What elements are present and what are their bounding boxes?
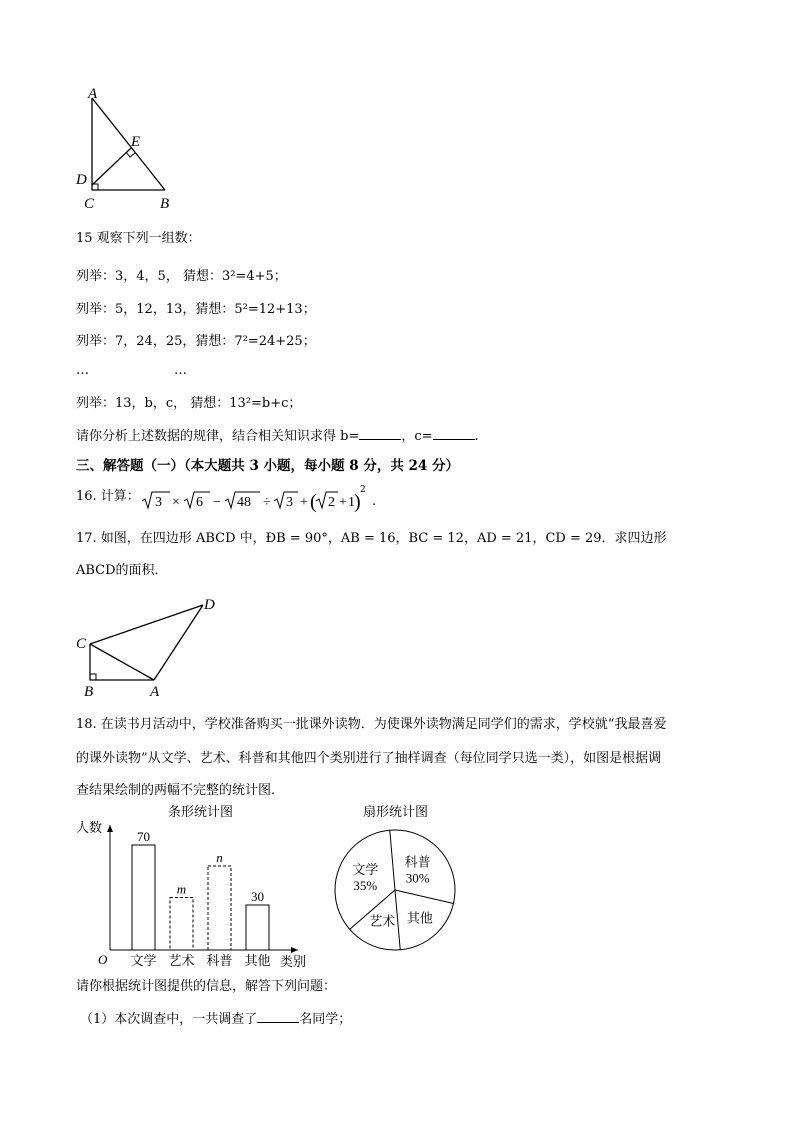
pie-slice-艺术: [395, 890, 400, 950]
y-axis-arrow: [107, 825, 113, 832]
pie-slice-其他: [395, 890, 453, 903]
bar-value-label: n: [216, 850, 223, 865]
q17-line-1: 17. 如图，在四边形 ABCD 中，ÐB = 90°，AB = 16，BC = 12，AD = 21，CD = 29．求四边形: [76, 531, 667, 546]
q18-line-1: 18. 在读书月活动中，学校准备购买一批课外读物．为使课外读物满足同学们的需求，学校就“我最喜爱: [76, 717, 667, 732]
pie-slice-科普: [390, 830, 395, 890]
q16-num-3a: 3: [155, 495, 162, 510]
bar-category-label: 科普: [206, 953, 233, 968]
q16-suffix: .: [372, 494, 377, 509]
q16-prefix: 16. 计算：: [76, 489, 140, 504]
q15-intro: 15 观察下列一组数：: [76, 231, 201, 246]
q16-times: ×: [172, 495, 180, 510]
q18-after-chart: 请你根据统计图提供的信息，解答下列问题：: [76, 979, 337, 994]
q16-plus: +: [300, 495, 308, 510]
pie-label: 艺术: [369, 913, 396, 929]
q16-plus2: +: [339, 495, 347, 510]
bar-category-label: 其他: [244, 953, 271, 968]
label-D: D: [204, 597, 215, 613]
bar-文学: [132, 845, 155, 950]
pie-chart: [325, 800, 470, 960]
bar-chart-ylabel: 人数: [76, 820, 103, 835]
answer-blank-b[interactable]: [359, 427, 401, 440]
q16-num-2: 2: [328, 495, 335, 510]
q18-line-3: 查结果绘制的两幅不完整的统计图．: [76, 783, 285, 798]
label-C: C: [76, 636, 87, 652]
label-E: E: [131, 134, 141, 150]
label-A: A: [88, 86, 98, 102]
q15-question-end: .: [474, 429, 479, 444]
label-D: D: [76, 172, 87, 188]
answer-blank-total[interactable]: [257, 1010, 299, 1023]
answer-blank-c[interactable]: [433, 427, 475, 440]
q16-num-48: 48: [237, 495, 251, 510]
label-C: C: [84, 196, 95, 212]
q17-line-2: ABCD的面积．: [76, 563, 168, 578]
q16-num-6: 6: [196, 495, 203, 510]
q15-row-1: 列举：3，4，5， 猜想：3²=4+5；: [76, 269, 287, 284]
quadrilateral-figure: [70, 592, 230, 702]
pie-percent-label: 30%: [405, 870, 430, 886]
q15-row-3: 列举：7，24，25，猜想：7²=24+25；: [76, 334, 316, 349]
bar-value-label: 70: [137, 829, 150, 844]
q16-exponent: 2: [360, 485, 366, 495]
label-B: B: [160, 196, 170, 212]
bar-科普: [208, 866, 231, 950]
q16-lparen: (: [310, 491, 317, 513]
q18-sub1-prefix: （1）本次调查中，一共调查了: [80, 1012, 258, 1027]
q16-minus: −: [213, 495, 221, 510]
pie-label: 科普: [404, 854, 431, 870]
bar-category-label: 文学: [130, 953, 157, 968]
q16-expression: [140, 484, 360, 514]
pie-chart-title: 扇形统计图: [363, 804, 429, 819]
q15-last-row: 列举：13，b，c， 猜想：13²=b+c；: [76, 396, 302, 411]
q18-sub1-suffix: 名同学；: [299, 1012, 352, 1027]
bar-chart-title: 条形统计图: [168, 804, 234, 819]
q15-row-2: 列举：5，12，13，猜想：5²=12+13；: [76, 302, 316, 317]
label-A: A: [150, 684, 160, 700]
q18-sub1: [80, 1010, 351, 1029]
q15-question-mid: ，c=: [401, 429, 433, 444]
q15-ellipsis-left: …: [76, 363, 89, 378]
pie-label: 文学: [352, 862, 379, 878]
pie-percent-label: 35%: [353, 878, 378, 894]
pie-label: 其他: [406, 910, 433, 926]
bar-value-label: m: [176, 881, 187, 897]
bar-chart-xlabel: 类别: [280, 954, 307, 969]
q15-ellipsis-right: …: [174, 363, 187, 378]
bar-category-label: 艺术: [168, 953, 195, 968]
q16-num-1: 1: [348, 495, 355, 510]
q16-num-3b: 3: [286, 495, 293, 510]
q18-line-2: 的课外读物”从文学、艺术、科普和其他四个类别进行了抽样调查（每位同学只选一类），如图是根据调: [76, 751, 662, 766]
bar-其他: [246, 905, 269, 950]
x-axis-arrow: [291, 947, 298, 953]
bar-chart-origin: O: [98, 952, 108, 967]
triangle-figure: [70, 82, 180, 212]
q15-question: [76, 427, 479, 446]
q16-rparen: ): [354, 491, 361, 513]
q16-div: ÷: [263, 495, 271, 510]
section-3-title: 三、解答题（一）（本大题共 3 小题，每小题 8 分，共 24 分）: [76, 458, 460, 474]
bar-value-label: 30: [251, 889, 264, 904]
bar-艺术: [170, 898, 193, 951]
q15-question-prefix: 请你分析上述数据的规律，结合相关知识求得 b=: [76, 429, 360, 444]
bar-chart: [70, 800, 320, 975]
q16-line: [76, 488, 140, 512]
label-B: B: [84, 684, 94, 700]
